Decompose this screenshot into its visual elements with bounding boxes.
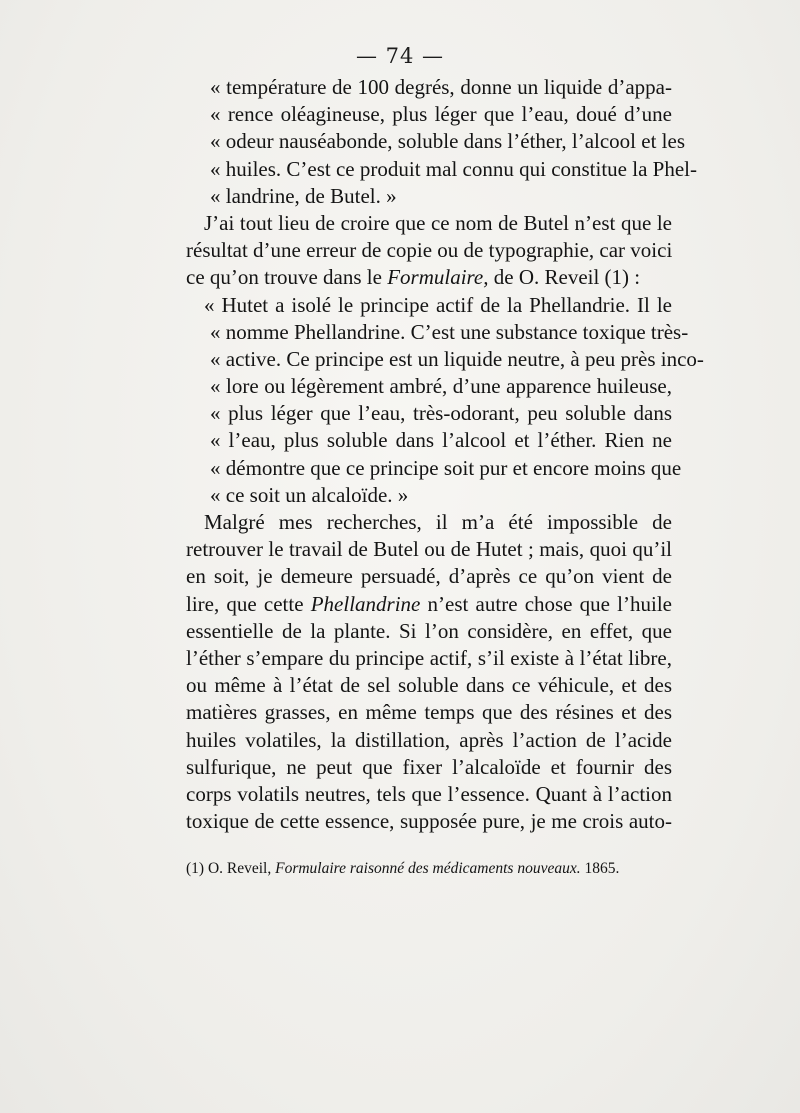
body-text [186, 74, 704, 835]
text-line: « odeur nauséabonde, soluble dans l’éther, l’alcool et les [210, 129, 686, 154]
text-line: matières grasses, en même temps que des résines et des [186, 700, 672, 725]
text-line: toxique de cette essence, supposée pure, je me crois auto- [186, 809, 672, 834]
text-line: « nomme Phellandrine. C’est une substance toxique très- [210, 319, 689, 344]
text-line: « ce soit un alcaloïde. » [210, 482, 409, 507]
text-run: lire, que cette [186, 591, 311, 616]
text-line: J’ai tout lieu de croire que ce nom de Butel n’est que le [204, 210, 672, 235]
footnote-marker: (1) O. Reveil, [186, 860, 276, 877]
text-line [186, 264, 672, 291]
text-line: « température de 100 degrés, donne un liquide d’appa- [210, 75, 672, 99]
text-line: résultat d’une erreur de copie ou de typographie, car voici [186, 238, 673, 263]
text-line: en soit, je demeure persuadé, d’après ce qu’on vient de [186, 564, 672, 589]
text-line: l’éther s’empare du principe actif, s’il existe à l’état libre, [186, 645, 672, 670]
text-line: « active. Ce principe est un liquide neutre, à peu près inco- [210, 346, 704, 371]
page-number-header: — 74 — [355, 44, 445, 68]
footnote-year: 1865. [580, 860, 620, 877]
text-line: « rence oléagineuse, plus léger que l’eau, doué d’une [210, 102, 672, 127]
text-line: ou même à l’état de sel soluble dans ce véhicule, et des [186, 673, 672, 698]
text-line: corps volatils neutres, tels que l’essence. Quant à l’action [186, 781, 672, 806]
term-italic: Phellandrine [310, 591, 421, 616]
text-line: sulfurique, ne peut que fixer l’alcaloïde et fournir des [186, 754, 672, 779]
footnote-title: Formulaire raisonné des médicaments nouveaux. [275, 860, 581, 877]
text-line: retrouver le travail de Butel ou de Hutet ; mais, quoi qu’il [186, 537, 672, 562]
text-line: huiles volatiles, la distillation, après l’action de l’acide [186, 727, 672, 752]
footnote [186, 860, 672, 878]
text-line: essentielle de la plante. Si l’on considère, en effet, que [186, 618, 672, 643]
text-line: « plus léger que l’eau, très-odorant, peu soluble dans [210, 401, 672, 426]
text-line: « landrine, de Butel. » [210, 183, 397, 208]
text-line [186, 591, 672, 618]
text-line: « huiles. C’est ce produit mal connu qui constitue la Phel- [210, 156, 697, 181]
text-run: de O. Reveil (1) : [488, 265, 641, 290]
text-line: « démontre que ce principe soit pur et encore moins que [210, 455, 682, 480]
text-run: ce qu’on trouve dans le [186, 265, 388, 290]
book-title-italic: Formulaire, [387, 265, 489, 290]
text-line: « lore ou légèrement ambré, d’une apparence huileuse, [210, 374, 672, 399]
text-line: Malgré mes recherches, il m’a été impossible de [204, 510, 672, 534]
text-line: « Hutet a isolé le principe actif de la Phellandrie. Il le [204, 292, 672, 317]
text-run: n’est autre chose que l’huile [420, 591, 672, 616]
text-line: « l’eau, plus soluble dans l’alcool et l’éther. Rien ne [210, 428, 672, 453]
